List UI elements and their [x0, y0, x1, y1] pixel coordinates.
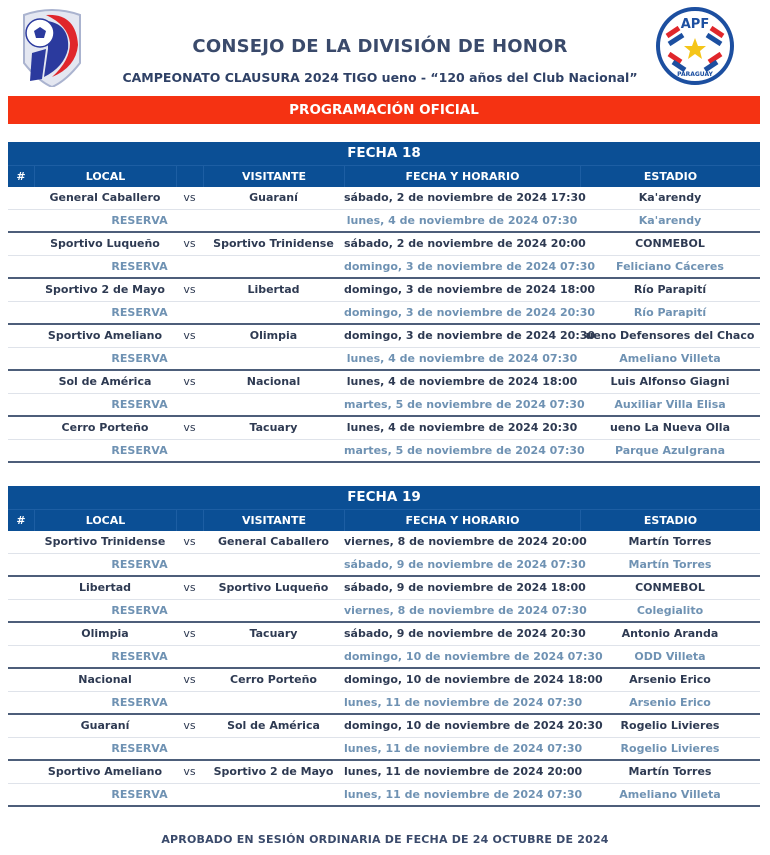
reserve-stadium: Ameliano Villeta — [619, 788, 721, 801]
division-de-honor-logo — [18, 5, 86, 87]
vs-label: vs — [183, 329, 196, 342]
reserve-datetime: domingo, 3 de noviembre de 2024 20:30 — [344, 306, 596, 319]
match-datetime: sábado, 2 de noviembre de 2024 20:00 — [344, 237, 586, 250]
reserve-stadium: Martín Torres — [628, 558, 712, 571]
reserve-row — [8, 302, 760, 325]
reserve-stadium: Arsenio Erico — [629, 696, 711, 709]
reserve-datetime: lunes, 11 de noviembre de 2024 07:30 — [344, 788, 583, 801]
stadium: Martín Torres — [628, 535, 712, 548]
approval-footer: APROBADO EN SESIÓN ORDINARIA DE FECHA DE 24 OCTUBRE DE 2024 — [161, 833, 609, 846]
col-num: # — [16, 170, 26, 183]
match-number — [8, 233, 34, 255]
reserve-row — [8, 348, 760, 371]
local-team: Guaraní — [80, 719, 130, 732]
stadium: Luis Alfonso Giagni — [610, 375, 730, 388]
reserve-row — [8, 440, 760, 463]
programacion-banner: PROGRAMACIÓN OFICIAL — [8, 96, 760, 124]
apf-logo — [655, 6, 735, 86]
local-team: General Caballero — [49, 191, 161, 204]
stadium: ueno Defensores del Chaco — [585, 329, 755, 342]
local-team: Sportivo 2 de Mayo — [45, 283, 165, 296]
local-team: Nacional — [78, 673, 132, 686]
match-datetime: viernes, 8 de noviembre de 2024 20:00 — [344, 535, 587, 548]
stadium: CONMEBOL — [635, 581, 705, 594]
col-vs — [176, 510, 203, 531]
reserve-label: RESERVA — [111, 604, 168, 617]
reserve-label: RESERVA — [111, 788, 168, 801]
reserve-datetime: martes, 5 de noviembre de 2024 07:30 — [344, 398, 585, 411]
match-row — [8, 715, 760, 738]
stadium: Martín Torres — [628, 765, 712, 778]
reserve-label: RESERVA — [111, 650, 168, 663]
match-row — [8, 761, 760, 784]
col-num: # — [16, 514, 26, 527]
match-datetime: lunes, 4 de noviembre de 2024 20:30 — [346, 421, 578, 434]
reserve-stadium: Parque Azulgrana — [614, 444, 726, 457]
reserve-stadium: Río Parapití — [633, 306, 707, 319]
reserve-datetime: lunes, 11 de noviembre de 2024 07:30 — [344, 696, 583, 709]
reserve-datetime: lunes, 4 de noviembre de 2024 07:30 — [346, 214, 578, 227]
match-number — [8, 715, 34, 737]
visitor-team: Sportivo Trinidense — [213, 237, 334, 250]
visitor-team: Tacuary — [249, 421, 298, 434]
match-row — [8, 371, 760, 394]
reserve-datetime: domingo, 3 de noviembre de 2024 07:30 — [344, 260, 596, 273]
visitor-team: General Caballero — [217, 535, 329, 548]
reserve-stadium: Auxiliar Villa Elisa — [614, 398, 726, 411]
match-number — [8, 417, 34, 439]
visitor-team: Nacional — [246, 375, 301, 388]
page-title: CONSEJO DE LA DIVISIÓN DE HONOR — [192, 36, 568, 57]
reserve-row — [8, 600, 760, 623]
vs-label: vs — [183, 283, 196, 296]
local-team: Libertad — [78, 581, 132, 594]
col-visitante: VISITANTE — [203, 510, 344, 531]
match-number — [8, 669, 34, 691]
page-subtitle: CAMPEONATO CLAUSURA 2024 TIGO ueno - “120 años del Club Nacional” — [122, 70, 638, 85]
col-local: LOCAL — [34, 510, 176, 531]
match-datetime: domingo, 3 de noviembre de 2024 20:30 — [344, 329, 596, 342]
reserve-label: RESERVA — [111, 742, 168, 755]
col-local: LOCAL — [34, 166, 176, 187]
match-row — [8, 623, 760, 646]
match-datetime: lunes, 4 de noviembre de 2024 18:00 — [346, 375, 578, 388]
match-datetime: sábado, 9 de noviembre de 2024 20:30 — [344, 627, 586, 640]
match-datetime: domingo, 3 de noviembre de 2024 18:00 — [344, 283, 596, 296]
match-row — [8, 577, 760, 600]
match-number — [8, 279, 34, 301]
stadium: Río Parapití — [633, 283, 707, 296]
reserve-datetime: lunes, 4 de noviembre de 2024 07:30 — [346, 352, 578, 365]
reserve-stadium: ODD Villeta — [634, 650, 706, 663]
col-fecha: FECHA Y HORARIO — [344, 166, 580, 187]
local-team: Sportivo Luqueño — [50, 237, 160, 250]
match-number — [8, 623, 34, 645]
visitor-team: Libertad — [247, 283, 300, 296]
match-row — [8, 669, 760, 692]
reserve-label: RESERVA — [111, 558, 168, 571]
vs-label: vs — [183, 581, 196, 594]
visitor-team: Guaraní — [249, 191, 298, 204]
match-number — [8, 187, 34, 209]
reserve-label: RESERVA — [111, 214, 168, 227]
local-team: Olimpia — [81, 627, 129, 640]
reserve-row — [8, 646, 760, 669]
visitor-team: Sol de América — [227, 719, 320, 732]
fecha-19-table — [8, 486, 760, 807]
local-team: Sportivo Ameliano — [47, 765, 163, 778]
vs-label: vs — [183, 765, 196, 778]
match-row — [8, 233, 760, 256]
svg-text:APF: APF — [680, 17, 710, 32]
stadium: Rogelio Livieres — [620, 719, 720, 732]
fecha-18-table — [8, 142, 760, 463]
reserve-stadium: Ka'arendy — [638, 214, 702, 227]
vs-label: vs — [183, 719, 196, 732]
svg-text:PARAGUAY: PARAGUAY — [677, 71, 713, 78]
reserve-datetime: viernes, 8 de noviembre de 2024 07:30 — [344, 604, 587, 617]
reserve-stadium: Colegialito — [636, 604, 704, 617]
match-datetime: sábado, 9 de noviembre de 2024 18:00 — [344, 581, 586, 594]
col-estadio: ESTADIO — [580, 166, 760, 187]
vs-label: vs — [183, 237, 196, 250]
stadium: CONMEBOL — [635, 237, 705, 250]
match-datetime: domingo, 10 de noviembre de 2024 20:30 — [344, 719, 603, 732]
fecha-title: FECHA 19 — [8, 486, 760, 509]
vs-label: vs — [183, 627, 196, 640]
reserve-stadium: Feliciano Cáceres — [616, 260, 724, 273]
match-row — [8, 531, 760, 554]
match-row — [8, 187, 760, 210]
reserve-label: RESERVA — [111, 260, 168, 273]
reserve-label: RESERVA — [111, 696, 168, 709]
column-headers — [8, 165, 760, 187]
stadium: Ka'arendy — [638, 191, 702, 204]
local-team: Sportivo Ameliano — [47, 329, 163, 342]
local-team: Sportivo Trinidense — [44, 535, 166, 548]
stadium: Arsenio Erico — [629, 673, 711, 686]
stadium: ueno La Nueva Olla — [609, 421, 730, 434]
visitor-team: Sportivo Luqueño — [218, 581, 329, 594]
visitor-team: Olimpia — [249, 329, 298, 342]
match-datetime: lunes, 11 de noviembre de 2024 20:00 — [344, 765, 583, 778]
reserve-row — [8, 256, 760, 279]
match-datetime: sábado, 2 de noviembre de 2024 17:30 — [344, 191, 586, 204]
col-visitante: VISITANTE — [203, 166, 344, 187]
reserve-datetime: sábado, 9 de noviembre de 2024 07:30 — [344, 558, 586, 571]
reserve-row — [8, 210, 760, 233]
col-fecha: FECHA Y HORARIO — [344, 510, 580, 531]
reserve-row — [8, 554, 760, 577]
reserve-label: RESERVA — [111, 398, 168, 411]
reserve-label: RESERVA — [111, 306, 168, 319]
reserve-label: RESERVA — [111, 444, 168, 457]
match-number — [8, 325, 34, 347]
match-number — [8, 531, 34, 553]
reserve-row — [8, 394, 760, 417]
reserve-datetime: lunes, 11 de noviembre de 2024 07:30 — [344, 742, 583, 755]
stadium: Antonio Aranda — [621, 627, 719, 640]
reserve-datetime: martes, 5 de noviembre de 2024 07:30 — [344, 444, 585, 457]
match-row — [8, 279, 760, 302]
visitor-team: Sportivo 2 de Mayo — [213, 765, 334, 778]
local-team: Sol de América — [58, 375, 152, 388]
visitor-team: Cerro Porteño — [230, 673, 317, 686]
visitor-team: Tacuary — [249, 627, 298, 640]
reserve-datetime: domingo, 10 de noviembre de 2024 07:30 — [344, 650, 603, 663]
reserve-row — [8, 738, 760, 761]
match-datetime: domingo, 10 de noviembre de 2024 18:00 — [344, 673, 603, 686]
local-team: Cerro Porteño — [61, 421, 149, 434]
vs-label: vs — [183, 375, 196, 388]
reserve-stadium: Ameliano Villeta — [619, 352, 721, 365]
vs-label: vs — [183, 673, 196, 686]
reserve-row — [8, 692, 760, 715]
match-number — [8, 371, 34, 393]
vs-label: vs — [183, 421, 196, 434]
vs-label: vs — [183, 535, 196, 548]
reserve-stadium: Rogelio Livieres — [620, 742, 720, 755]
reserve-label: RESERVA — [111, 352, 168, 365]
reserve-row — [8, 784, 760, 807]
col-vs — [176, 166, 203, 187]
vs-label: vs — [183, 191, 196, 204]
match-row — [8, 325, 760, 348]
column-headers — [8, 509, 760, 531]
match-row — [8, 417, 760, 440]
match-number — [8, 577, 34, 599]
fecha-title: FECHA 18 — [8, 142, 760, 165]
col-estadio: ESTADIO — [580, 510, 760, 531]
match-number — [8, 761, 34, 783]
